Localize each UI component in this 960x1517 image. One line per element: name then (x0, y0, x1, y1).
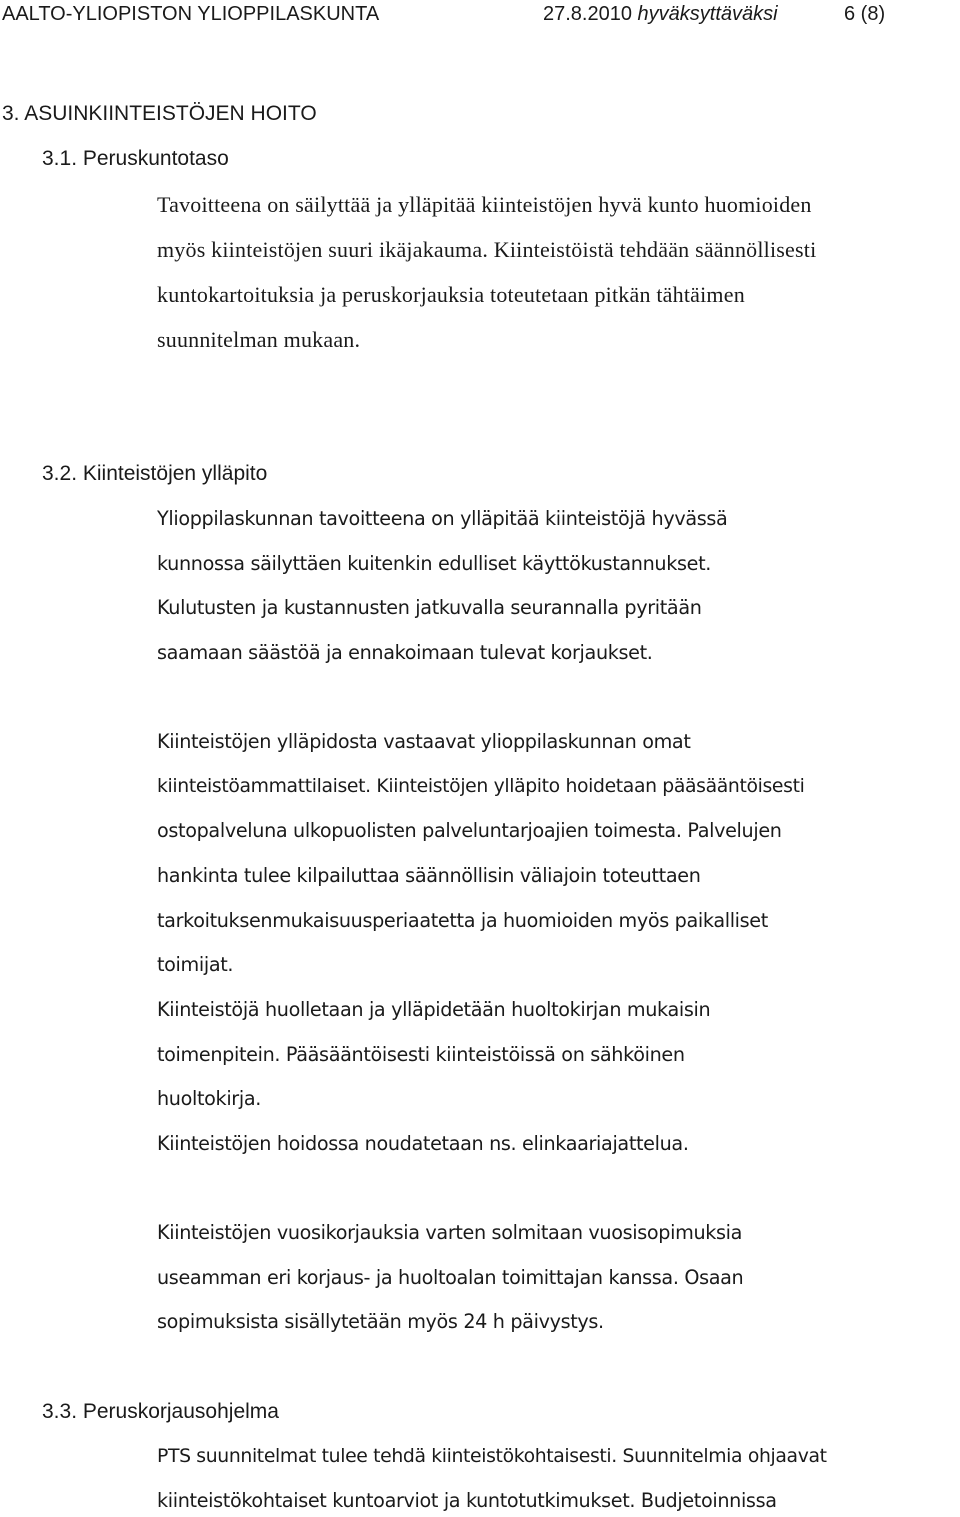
subsection-heading-3-3: 3.3. Peruskorjausohjelma (42, 1400, 279, 1423)
paragraph-line: Kiinteistöjen hoidossa noudatetaan ns. elinkaariajattelua. (157, 1132, 689, 1155)
subsection-heading-3-1: 3.1. Peruskuntotaso (42, 147, 229, 170)
paragraph-line: toimijat. (157, 953, 234, 976)
paragraph-line: kiinteistökohtaiset kuntoarviot ja kuntotutkimukset. Budjetoinnissa (157, 1489, 777, 1512)
paragraph-line: kunnossa säilyttäen kuitenkin edulliset käyttökustannukset. (157, 552, 711, 575)
approval-status: hyväksyttäväksi (637, 3, 778, 25)
paragraph-line: kuntokartoituksia ja peruskorjauksia toteutetaan pitkän tähtäimen (157, 282, 745, 307)
paragraph-line: useamman eri korjaus- ja huoltoalan toimittajan kanssa. Osaan (157, 1266, 744, 1289)
paragraph-line: Tavoitteena on säilyttää ja ylläpitää kiinteistöjen hyvä kunto huomioiden (157, 192, 812, 217)
document-status (543, 0, 778, 28)
paragraph-line: Kiinteistöjä huolletaan ja ylläpidetään huoltokirjan mukaisin (157, 998, 711, 1021)
paragraph-line: saamaan säästöä ja ennakoimaan tulevat korjaukset. (157, 641, 653, 664)
document-date: 27.8.2010 (543, 3, 632, 25)
paragraph-line: PTS suunnitelmat tulee tehdä kiinteistökohtaisesti. Suunnitelmia ohjaavat (157, 1446, 827, 1467)
paragraph-line: toimenpitein. Pääsääntöisesti kiinteistöissä on sähköinen (157, 1043, 685, 1066)
paragraph-line: sopimuksista sisällytetään myös 24 h päivystys. (157, 1310, 604, 1333)
paragraph-line: myös kiinteistöjen suuri ikäjakauma. Kiinteistöistä tehdään säännöllisesti (157, 237, 817, 262)
paragraph-line: huoltokirja. (157, 1087, 261, 1110)
paragraph-line: Kiinteistöjen ylläpidosta vastaavat ylioppilaskunnan omat (157, 730, 691, 753)
paragraph-line: Kulutusten ja kustannusten jatkuvalla seurannalla pyritään (157, 596, 702, 619)
paragraph-line: suunnitelman mukaan. (157, 327, 361, 352)
paragraph-line: tarkoituksenmukaisuusperiaatetta ja huomioiden myös paikalliset (157, 909, 768, 932)
paragraph-line: ostopalveluna ulkopuolisten palveluntarjoajien toimesta. Palvelujen (157, 819, 782, 842)
subsection-heading-3-2: 3.2. Kiinteistöjen ylläpito (42, 462, 268, 485)
page-header (0, 0, 960, 30)
paragraph-line: Kiinteistöjen vuosikorjauksia varten solmitaan vuosisopimuksia (157, 1221, 743, 1244)
paragraph-line: hankinta tulee kilpailuttaa säännöllisin väliajoin toteuttaen (157, 864, 701, 887)
section-title: 3. ASUINKIINTEISTÖJEN HOITO (2, 102, 317, 125)
page-number: 6 (8) (844, 3, 886, 25)
paragraph-line: kiinteistöammattilaiset. Kiinteistöjen ylläpito hoidetaan pääsääntöisesti (157, 776, 805, 797)
organization-name: AALTO-YLIOPISTON YLIOPPILASKUNTA (2, 3, 380, 25)
paragraph-line: Ylioppilaskunnan tavoitteena on ylläpitää kiinteistöjä hyvässä (157, 507, 728, 530)
